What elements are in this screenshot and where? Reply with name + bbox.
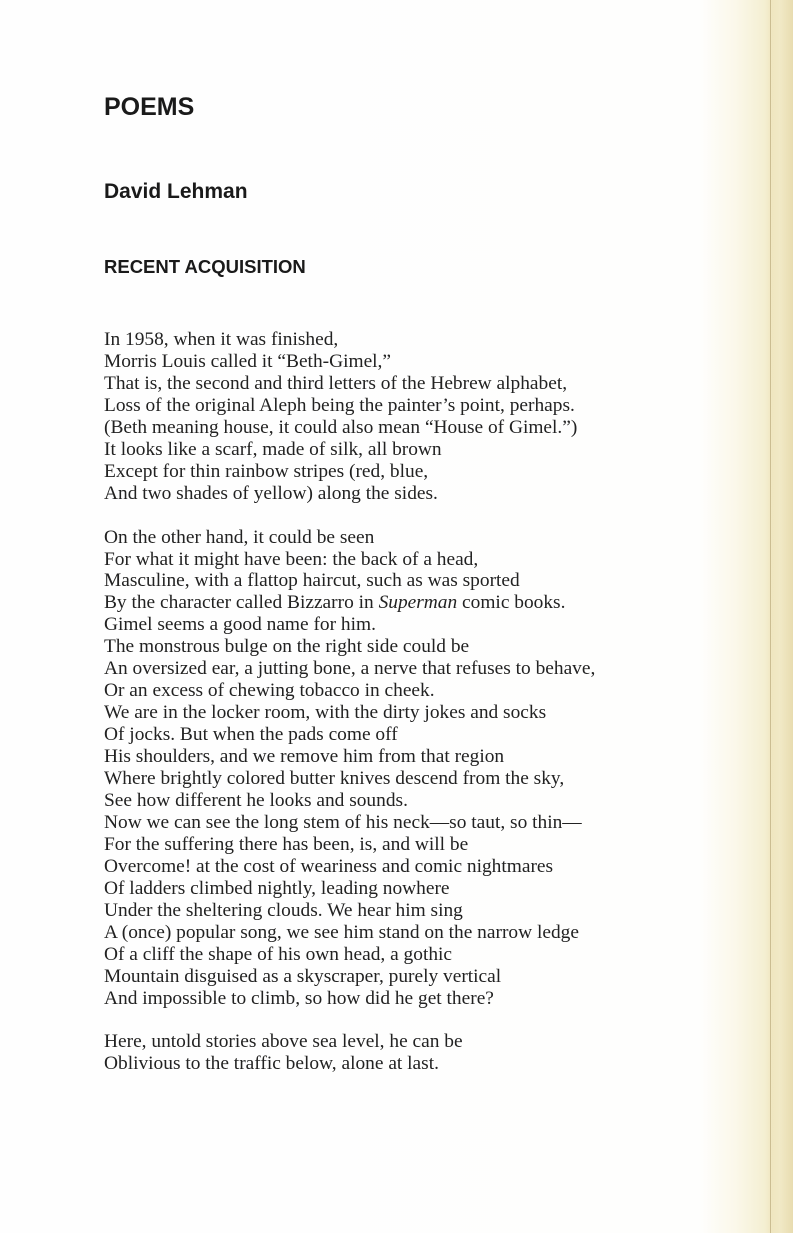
poem-line: The monstrous bulge on the right side could be: [104, 636, 470, 658]
poem-line: And two shades of yellow) along the sides.: [104, 482, 438, 504]
poem-line: See how different he looks and sounds.: [104, 790, 408, 811]
poem-body: [104, 329, 595, 1097]
stanza: [104, 1031, 595, 1075]
poem-line: Here, untold stories above sea level, he can be: [104, 1031, 463, 1053]
stanza: [104, 527, 595, 1010]
poem-line: By the character called Bizzarro in Superman comic books.: [104, 592, 566, 614]
poem-line: A (once) popular song, we see him stand on the narrow ledge: [104, 921, 579, 943]
poem-line: Oblivious to the traffic below, alone at last.: [104, 1053, 439, 1075]
italic-title: Superman: [378, 592, 458, 614]
poem-line: Except for thin rainbow stripes (red, blue,: [104, 460, 429, 482]
poem-line: In 1958, when it was finished,: [104, 329, 339, 350]
poem-line: For the suffering there has been, is, and will be: [104, 833, 469, 855]
poem-line: Now we can see the long stem of his neck—so taut, so thin—: [104, 811, 582, 833]
poem-line: Of jocks. But when the pads come off: [104, 724, 398, 746]
section-title: POEMS: [104, 93, 195, 121]
poem-line: On the other hand, it could be seen: [104, 526, 375, 548]
poem-line: Of ladders climbed nightly, leading nowhere: [104, 877, 450, 899]
poem-line: That is, the second and third letters of the Hebrew alphabet,: [104, 372, 568, 394]
poem-line: An oversized ear, a jutting bone, a nerve that refuses to behave,: [104, 658, 596, 680]
poem-line: Of a cliff the shape of his own head, a gothic: [104, 943, 453, 965]
poem-line: And impossible to climb, so how did he get there?: [104, 987, 494, 1009]
poem-line: Overcome! at the cost of weariness and comic nightmares: [104, 855, 554, 877]
poem-line: Morris Louis called it “Beth-Gimel,”: [104, 350, 392, 372]
stanza: [104, 329, 595, 505]
poem-line: (Beth meaning house, it could also mean “House of Gimel.”): [104, 416, 578, 438]
poem-line: His shoulders, and we remove him from that region: [104, 746, 505, 768]
poem-line: Or an excess of chewing tobacco in cheek.: [104, 680, 435, 702]
poem-line: Where brightly colored butter knives descend from the sky,: [104, 768, 565, 790]
poem-line: It looks like a scarf, made of silk, all brown: [104, 438, 442, 460]
poem-line: We are in the locker room, with the dirty jokes and socks: [104, 702, 547, 724]
poem-line: Gimel seems a good name for him.: [104, 614, 376, 636]
author-name: David Lehman: [104, 180, 248, 203]
poem-line: Under the sheltering clouds. We hear him sing: [104, 899, 463, 921]
poem-line: Loss of the original Aleph being the painter’s point, perhaps.: [104, 394, 575, 416]
page-binding-edge: [770, 0, 771, 1233]
poem-line: For what it might have been: the back of a head,: [104, 548, 479, 570]
poem-line: Masculine, with a flattop haircut, such as was sported: [104, 570, 520, 592]
poem-line: Mountain disguised as a skyscraper, purely vertical: [104, 965, 502, 987]
poem-title: RECENT ACQUISITION: [104, 256, 306, 277]
